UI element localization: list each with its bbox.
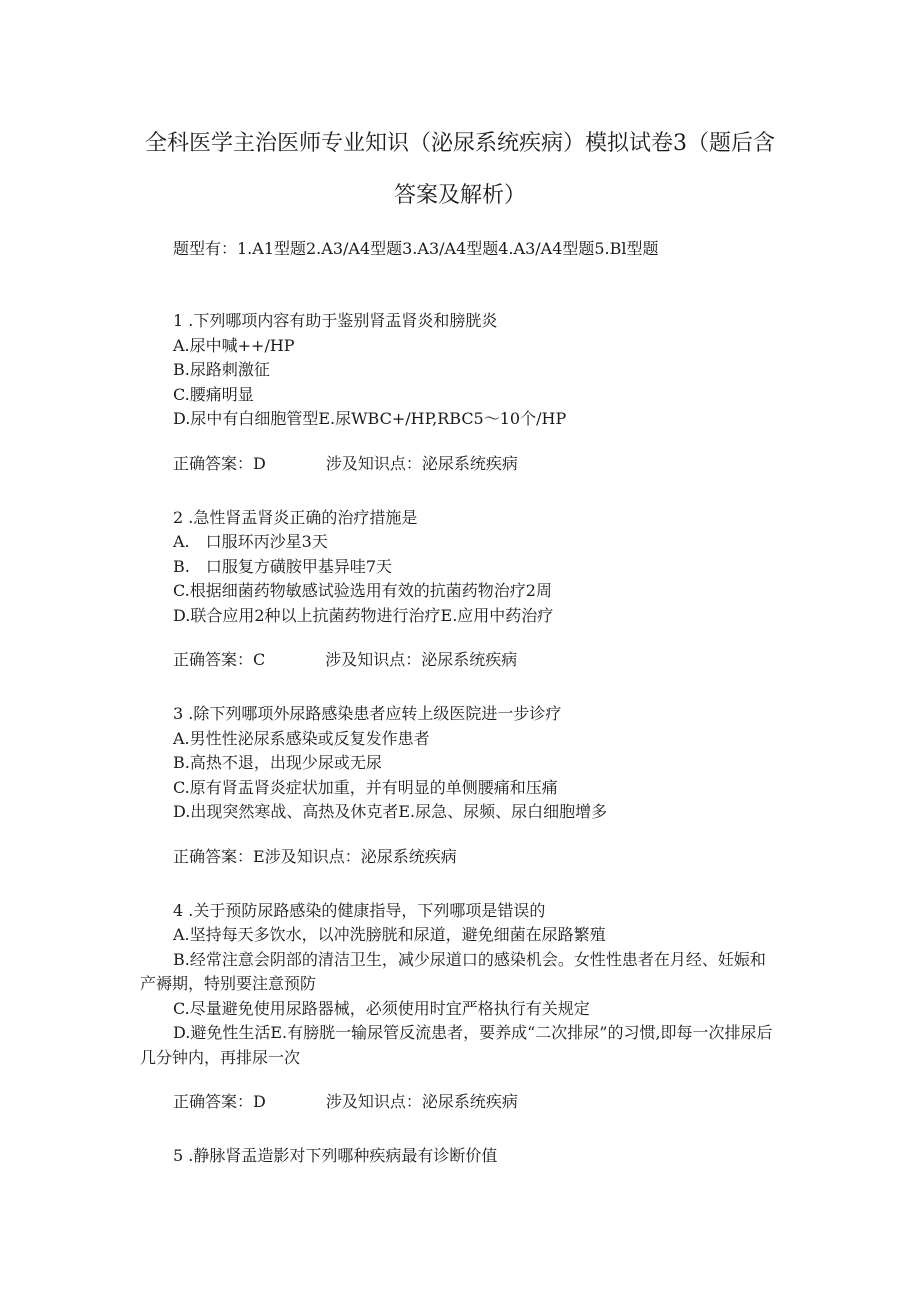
option-a: A. 口服环丙沙星3天 <box>173 532 328 551</box>
question-stem: 3 .除下列哪项外尿路感染患者应转上级医院进一步诊疗 <box>173 704 562 723</box>
question-stem: 2 .急性肾盂肾炎正确的治疗措施是 <box>173 507 418 527</box>
option-a: A.男性性泌尿系感染或反复发作患者 <box>173 728 430 748</box>
option-a: A.坚持每天多饮水，以冲洗膀胱和尿道，避免细菌在尿路繁殖 <box>173 925 606 944</box>
question-list <box>0 309 920 1199</box>
option-c: C.腰痛明显 <box>173 384 254 404</box>
knowledge-point: 涉及知识点：泌尿系统疾病 <box>325 453 518 473</box>
option-b: B.高热不退，出现少尿或无尿 <box>173 753 382 772</box>
question-2 <box>0 506 920 673</box>
question-types: 题型有：1.A1型题2.A3/A4型题3.A3/A4型题4.A3/A4型题5.Bl型题 <box>173 239 659 258</box>
option-d-e: D.出现突然寒战、高热及休克者E.尿急、尿频、尿白细胞增多 <box>173 802 608 821</box>
answer-row <box>0 1090 920 1114</box>
question-5 <box>0 1144 920 1169</box>
option-d-e: D.尿中有白细胞管型E.尿WBC+/HP,RBC5～10个/HP <box>173 409 567 428</box>
option-b: B. 口服复方磺胺甲基异哇7天 <box>173 556 393 576</box>
option-d-e: D.联合应用2种以上抗菌药物进行治疗E.应用中药治疗 <box>173 605 554 625</box>
option-c: C.原有肾盂肾炎症状加重，并有明显的单侧腰痛和压痛 <box>173 777 558 797</box>
document-title: 全科医学主治医师专业知识（泌尿系统疾病）模拟试卷3（题后含答案及解析） <box>145 131 775 208</box>
answer-row <box>0 452 920 476</box>
question-stem: 1 .下列哪项内容有助于鉴别肾盂肾炎和膀胱炎 <box>173 311 498 330</box>
correct-answer: 正确答案：D <box>173 453 266 473</box>
correct-answer: 正确答案：D <box>173 1092 266 1111</box>
question-stem: 4 .关于预防尿路感染的健康指导，下列哪项是错误的 <box>173 900 546 920</box>
knowledge-point: 涉及知识点：泌尿系统疾病 <box>325 1092 518 1111</box>
question-3 <box>0 702 920 869</box>
answer-row <box>0 845 920 869</box>
correct-answer: 正确答案：C <box>173 650 266 669</box>
option-d-e: D.避免性生活E.有膀胱一输尿管反流患者，要养成“二次排尿”的习惯,即每一次排尿后几分钟内，再排尿一次 <box>140 1023 773 1067</box>
knowledge-point: 涉及知识点：泌尿系统疾病 <box>264 846 457 866</box>
correct-answer: 正确答案：E <box>173 846 265 866</box>
answer-row <box>0 648 920 672</box>
option-c: C.根据细菌药物敏感试验选用有效的抗菌药物治疗2周 <box>173 581 552 600</box>
question-1 <box>0 309 920 476</box>
question-stem: 5 .静脉肾盂造影对下列哪种疾病最有诊断价值 <box>173 1146 498 1165</box>
option-b: B.经常注意会阴部的清洁卫生，减少尿道口的感染机会。女性性患者在月经、妊娠和产褥期，特别要注意预防 <box>140 949 766 993</box>
question-4 <box>0 899 920 1115</box>
option-b: B.尿路刺激征 <box>173 360 270 379</box>
option-c: C.尽量避免使用尿路器械，必须使用时宜严格执行有关规定 <box>173 998 590 1018</box>
option-a: A.尿中喊++/HP <box>173 335 295 355</box>
knowledge-point: 涉及知识点：泌尿系统疾病 <box>325 650 518 669</box>
